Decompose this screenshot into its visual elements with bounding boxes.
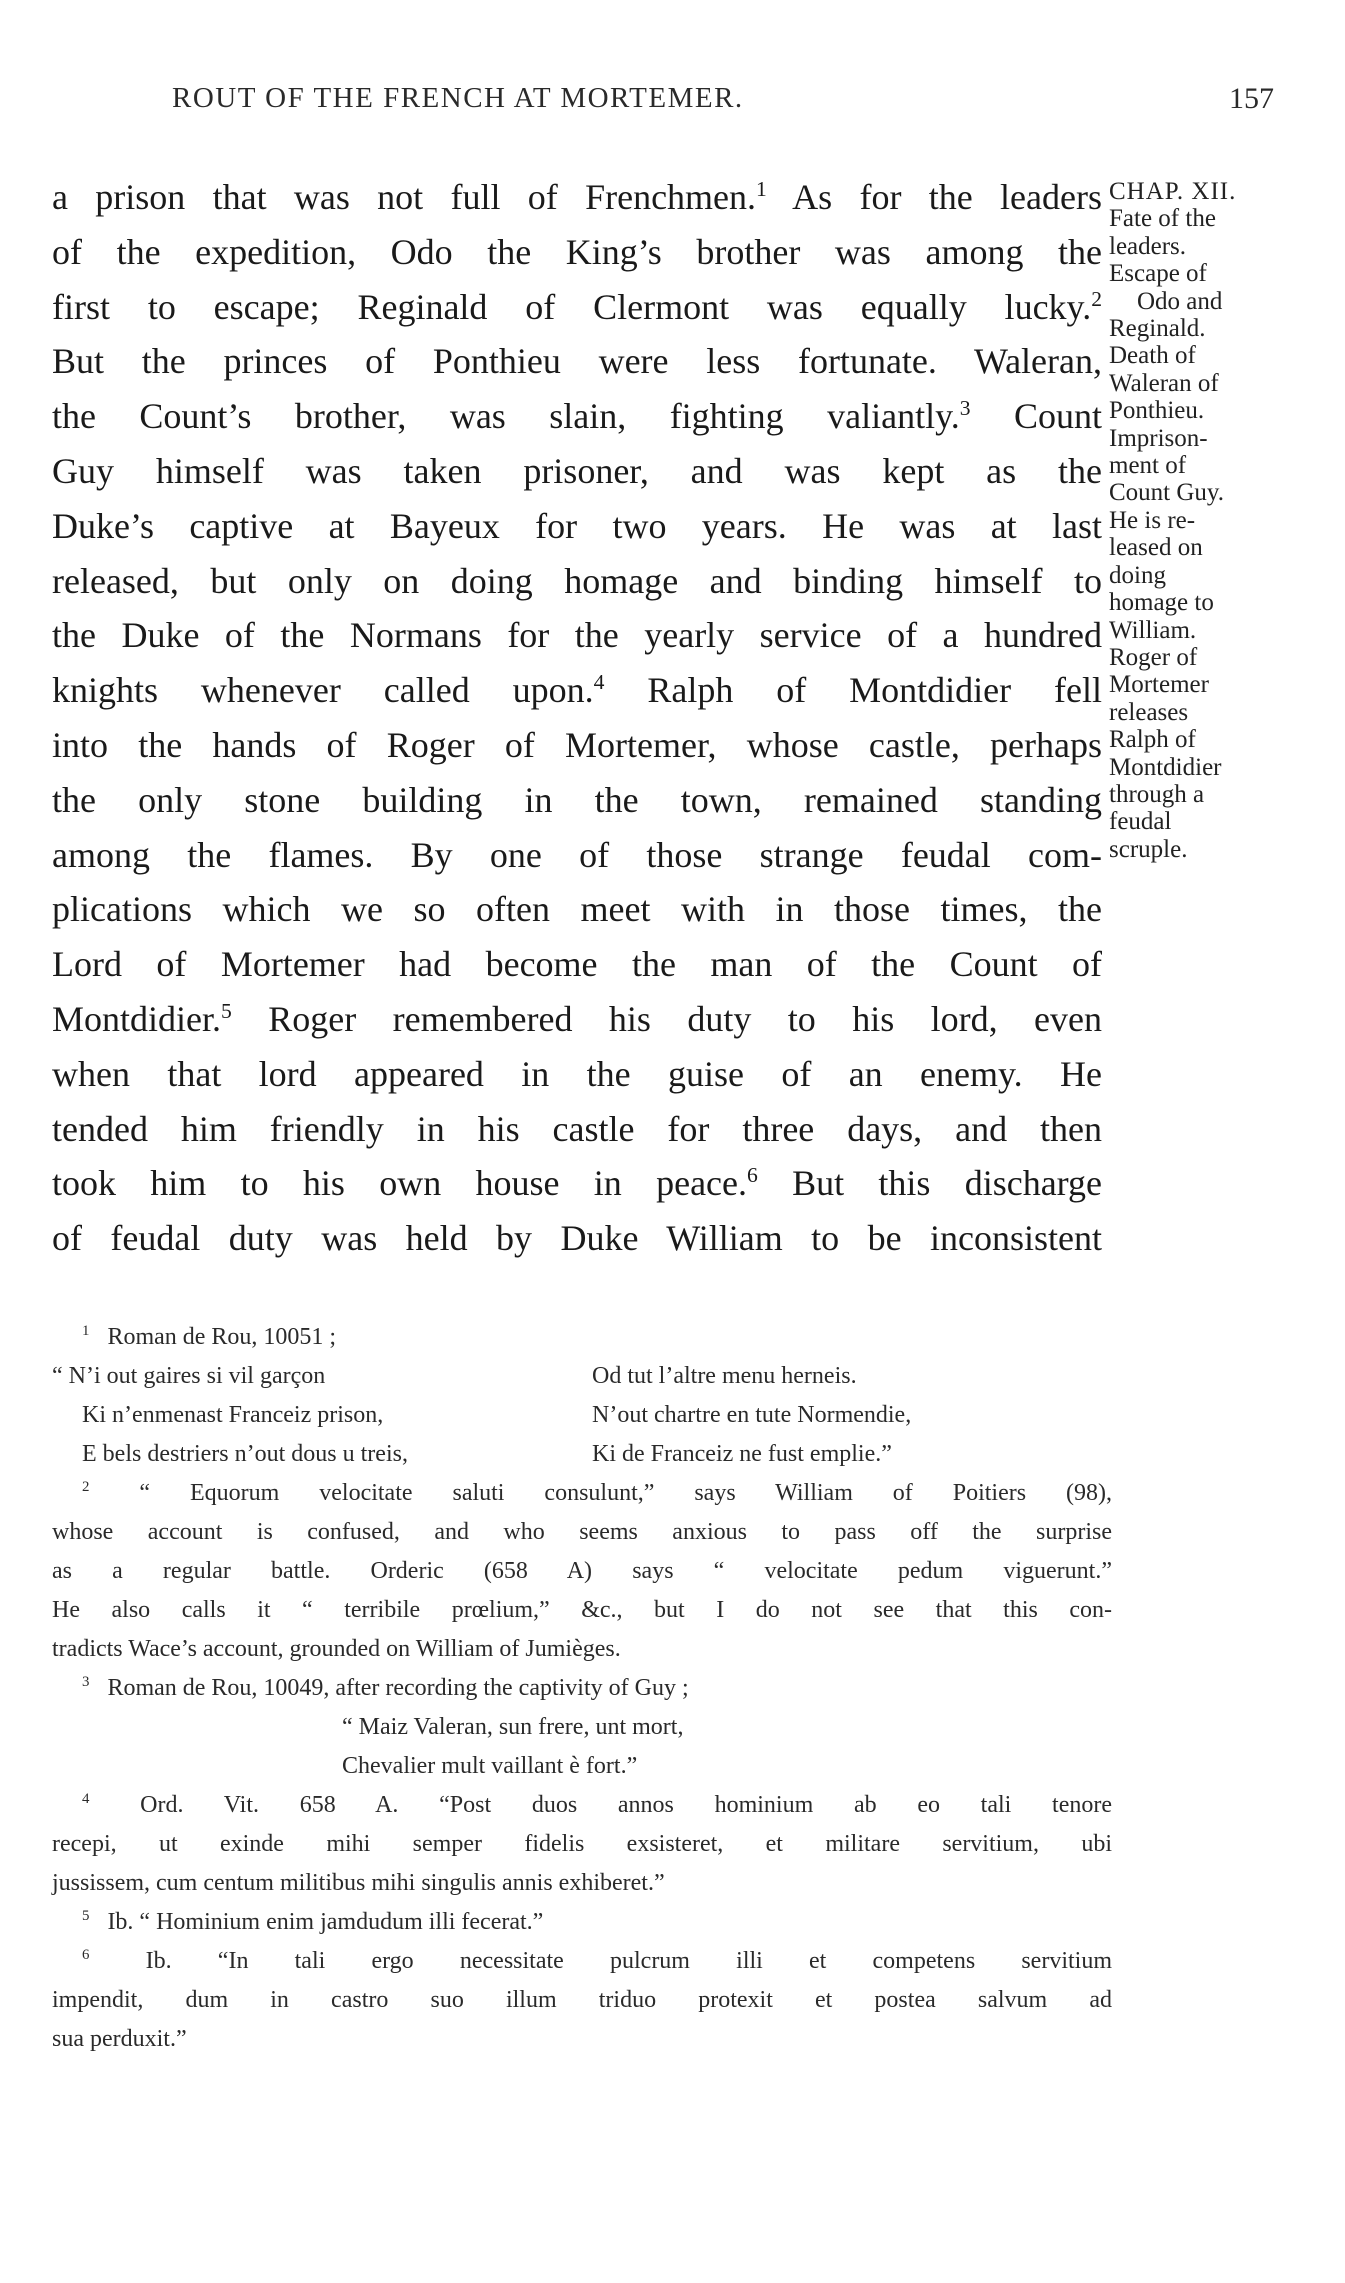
body-line xyxy=(52,828,1102,883)
body-line xyxy=(52,992,1102,1047)
body-line-text: of the expedition, Odo the King’s brother was among the xyxy=(52,231,1102,272)
body-line xyxy=(52,444,1102,499)
verse-line: “ N’i out gaires si vil garçon xyxy=(52,1363,326,1389)
footnote-1-text: Roman de Rou, 10051 ; xyxy=(107,1324,337,1350)
footnote-6-text: Ib. “In tali ergo necessitate pulcrum illi et competens servitium xyxy=(145,1948,1112,1974)
body-line-text: tended him friendly in his castle for three days, and then xyxy=(52,1108,1102,1149)
footnote-reference: 4 xyxy=(593,670,605,695)
body-line xyxy=(52,1047,1102,1102)
body-line xyxy=(52,663,1102,718)
body-line xyxy=(52,937,1102,992)
body-line xyxy=(52,773,1102,828)
body-line-text: plications which we so often meet with in those times, the xyxy=(52,889,1102,930)
body-line-text: Montdidier. xyxy=(52,998,221,1039)
footnote-1-mark: 1 xyxy=(82,1323,90,1339)
footnote-reference: 5 xyxy=(221,998,232,1023)
body-line xyxy=(52,1102,1102,1157)
footnote-3-text: Roman de Rou, 10049, after recording the captivity of Guy ; xyxy=(107,1675,689,1701)
footnote-6-mark: 6 xyxy=(82,1947,90,1963)
body-text xyxy=(52,170,1102,1266)
body-line-text: took him to his own house in peace. xyxy=(52,1163,747,1204)
body-line xyxy=(52,225,1102,280)
margin-note-line: Odo and xyxy=(1137,287,1223,315)
footnote-4-line: jussissem, cum centum militibus mihi singulis annis exhiberet.” xyxy=(52,1870,665,1896)
margin-note-line: Fate of the xyxy=(1109,205,1216,233)
margin-note-line: Count Guy. xyxy=(1109,479,1225,507)
verse-line: Od tut l’altre menu herneis. xyxy=(592,1363,857,1389)
verse-line: Ki n’enmenast Franceiz prison, xyxy=(82,1402,384,1428)
margin-note-line: Montdidier xyxy=(1109,753,1222,781)
body-line-tail: Count xyxy=(970,396,1102,437)
footnote-reference: 2 xyxy=(1091,286,1102,311)
footnote-3-quote-line: Chevalier mult vaillant è fort.” xyxy=(342,1753,638,1779)
footnote-4-mark: 4 xyxy=(82,1791,90,1807)
footnote-2-line: as a regular battle. Orderic (658 A) says “ velocitate pedum viguerunt.” xyxy=(52,1558,1112,1584)
footnote-4-text: Ord. Vit. 658 A. “Post duos annos hominium ab eo tali tenore xyxy=(140,1792,1113,1818)
body-line-text: the only stone building in the town, remained standing xyxy=(52,779,1102,820)
margin-note-line: William. xyxy=(1109,616,1197,644)
margin-note-line: Escape of xyxy=(1109,260,1207,288)
body-line-tail: Ralph of Montdidier fell xyxy=(604,670,1103,711)
body-line xyxy=(52,280,1102,335)
page-number: 157 xyxy=(1229,82,1274,115)
body-line-text: knights whenever called upon. xyxy=(52,670,594,711)
body-line xyxy=(52,1156,1102,1211)
body-line-text: of feudal duty was held by Duke William to be inconsistent xyxy=(52,1218,1102,1259)
margin-note-line: feudal xyxy=(1109,808,1172,836)
footnote-5-line xyxy=(52,1903,1112,1942)
footnote-3-quote-line: “ Maiz Valeran, sun frere, unt mort, xyxy=(342,1714,684,1740)
body-line-tail: But this discharge xyxy=(757,1163,1102,1204)
body-line-text: released, but only on doing homage and binding himself to xyxy=(52,560,1102,601)
body-line-text: Guy himself was taken prisoner, and was kept as the xyxy=(52,450,1102,491)
body-line xyxy=(52,882,1102,937)
running-title: ROUT OF THE FRENCH AT MORTEMER. xyxy=(172,82,744,114)
footnote-2-line: He also calls it “ terribile prœlium,” &c., but I do not see that this con- xyxy=(52,1597,1112,1623)
margin-note-line: Death of xyxy=(1109,342,1196,370)
footnote-3-mark: 3 xyxy=(82,1674,90,1690)
margin-note-line: Roger of xyxy=(1109,643,1198,671)
margin-notes xyxy=(1109,178,1339,863)
body-line xyxy=(52,608,1102,663)
body-line xyxy=(52,334,1102,389)
margin-note-line: Ponthieu. xyxy=(1109,397,1205,425)
margin-note-line: homage to xyxy=(1109,589,1214,617)
footnote-2-line: whose account is confused, and who seems anxious to pass off the surprise xyxy=(52,1519,1112,1545)
body-line xyxy=(52,718,1102,773)
body-line-text: Lord of Mortemer had become the man of the Count of xyxy=(52,944,1102,985)
margin-note-line: doing xyxy=(1109,561,1166,589)
footnote-reference: 1 xyxy=(756,177,767,201)
footnote-1-head xyxy=(52,1318,1112,1357)
footnote-2-mark: 2 xyxy=(82,1479,90,1495)
body-line-text: when that lord appeared in the guise of an enemy. He xyxy=(52,1053,1102,1094)
footnote-reference: 3 xyxy=(959,396,971,421)
footnote-6-line: sua perduxit.” xyxy=(52,2026,187,2052)
margin-note-line: Imprison- xyxy=(1109,424,1208,452)
footnote-4-line xyxy=(52,1786,1112,1825)
body-line xyxy=(52,389,1102,444)
body-line-text: among the flames. By one of those strange feudal com- xyxy=(52,834,1102,875)
margin-note-line: He is re- xyxy=(1109,506,1196,534)
body-line-text: into the hands of Roger of Mortemer, whose castle, perhaps xyxy=(52,724,1102,765)
body-line-tail: As for the leaders xyxy=(766,177,1102,217)
body-line xyxy=(52,1211,1102,1266)
body-line-text: first to escape; Reginald of Clermont was equally lucky. xyxy=(52,286,1092,327)
footnote-6-line xyxy=(52,1942,1112,1981)
margin-note-line: scruple. xyxy=(1109,835,1188,863)
margin-note-line: leaders. xyxy=(1109,232,1187,260)
footnote-6-line: impendit, dum in castro suo illum triduo protexit et postea salvum ad xyxy=(52,1987,1112,2013)
footnotes xyxy=(52,1318,1112,2059)
body-line-text: the Duke of the Normans for the yearly service of a hundred xyxy=(52,615,1102,656)
body-line-text: the Count’s brother, was slain, fighting valiantly. xyxy=(52,396,960,437)
body-line-tail: Roger remembered his duty to his lord, even xyxy=(231,998,1102,1039)
verse-line: Ki de Franceiz ne fust emplie.” xyxy=(592,1441,892,1467)
footnote-5-text: Ib. “ Hominium enim jamdudum illi fecerat.” xyxy=(107,1909,544,1935)
verse-line: N’out chartre en tute Normendie, xyxy=(592,1402,912,1428)
footnote-1-verse xyxy=(52,1357,1112,1474)
footnote-2-line xyxy=(52,1474,1112,1513)
body-line xyxy=(52,554,1102,609)
verse-line: E bels destriers n’out dous u treis, xyxy=(82,1441,408,1467)
margin-note-line: through a xyxy=(1109,780,1205,808)
running-head xyxy=(52,82,1274,122)
margin-note-line: Mortemer xyxy=(1109,671,1209,699)
footnote-reference: 6 xyxy=(747,1163,758,1188)
margin-note-line: ment of xyxy=(1109,452,1187,480)
body-line-text: Duke’s captive at Bayeux for two years. He was at last xyxy=(52,505,1102,546)
margin-note-line: Waleran of xyxy=(1109,369,1219,397)
margin-note-line: Reginald. xyxy=(1109,315,1206,343)
margin-note-line: Ralph of xyxy=(1109,726,1196,754)
margin-note-line: releases xyxy=(1109,698,1189,726)
footnote-2-line: tradicts Wace’s account, grounded on William of Jumièges. xyxy=(52,1636,621,1662)
footnote-2-text: “ Equorum velocitate saluti consulunt,” says William of Poitiers (98), xyxy=(139,1480,1113,1506)
footnote-4-line: recepi, ut exinde mihi semper fidelis exsisteret, et militare servitium, ubi xyxy=(52,1831,1112,1857)
body-line xyxy=(52,170,1102,225)
body-line-text: a prison that was not full of Frenchmen. xyxy=(52,177,757,217)
footnote-3-head xyxy=(52,1669,1112,1708)
margin-note-line: CHAP. XII. xyxy=(1109,178,1237,205)
body-line xyxy=(52,499,1102,554)
body-line-text: But the princes of Ponthieu were less fortunate. Waleran, xyxy=(52,341,1102,382)
footnote-5-mark: 5 xyxy=(82,1908,90,1924)
margin-note-line: leased on xyxy=(1109,534,1203,562)
